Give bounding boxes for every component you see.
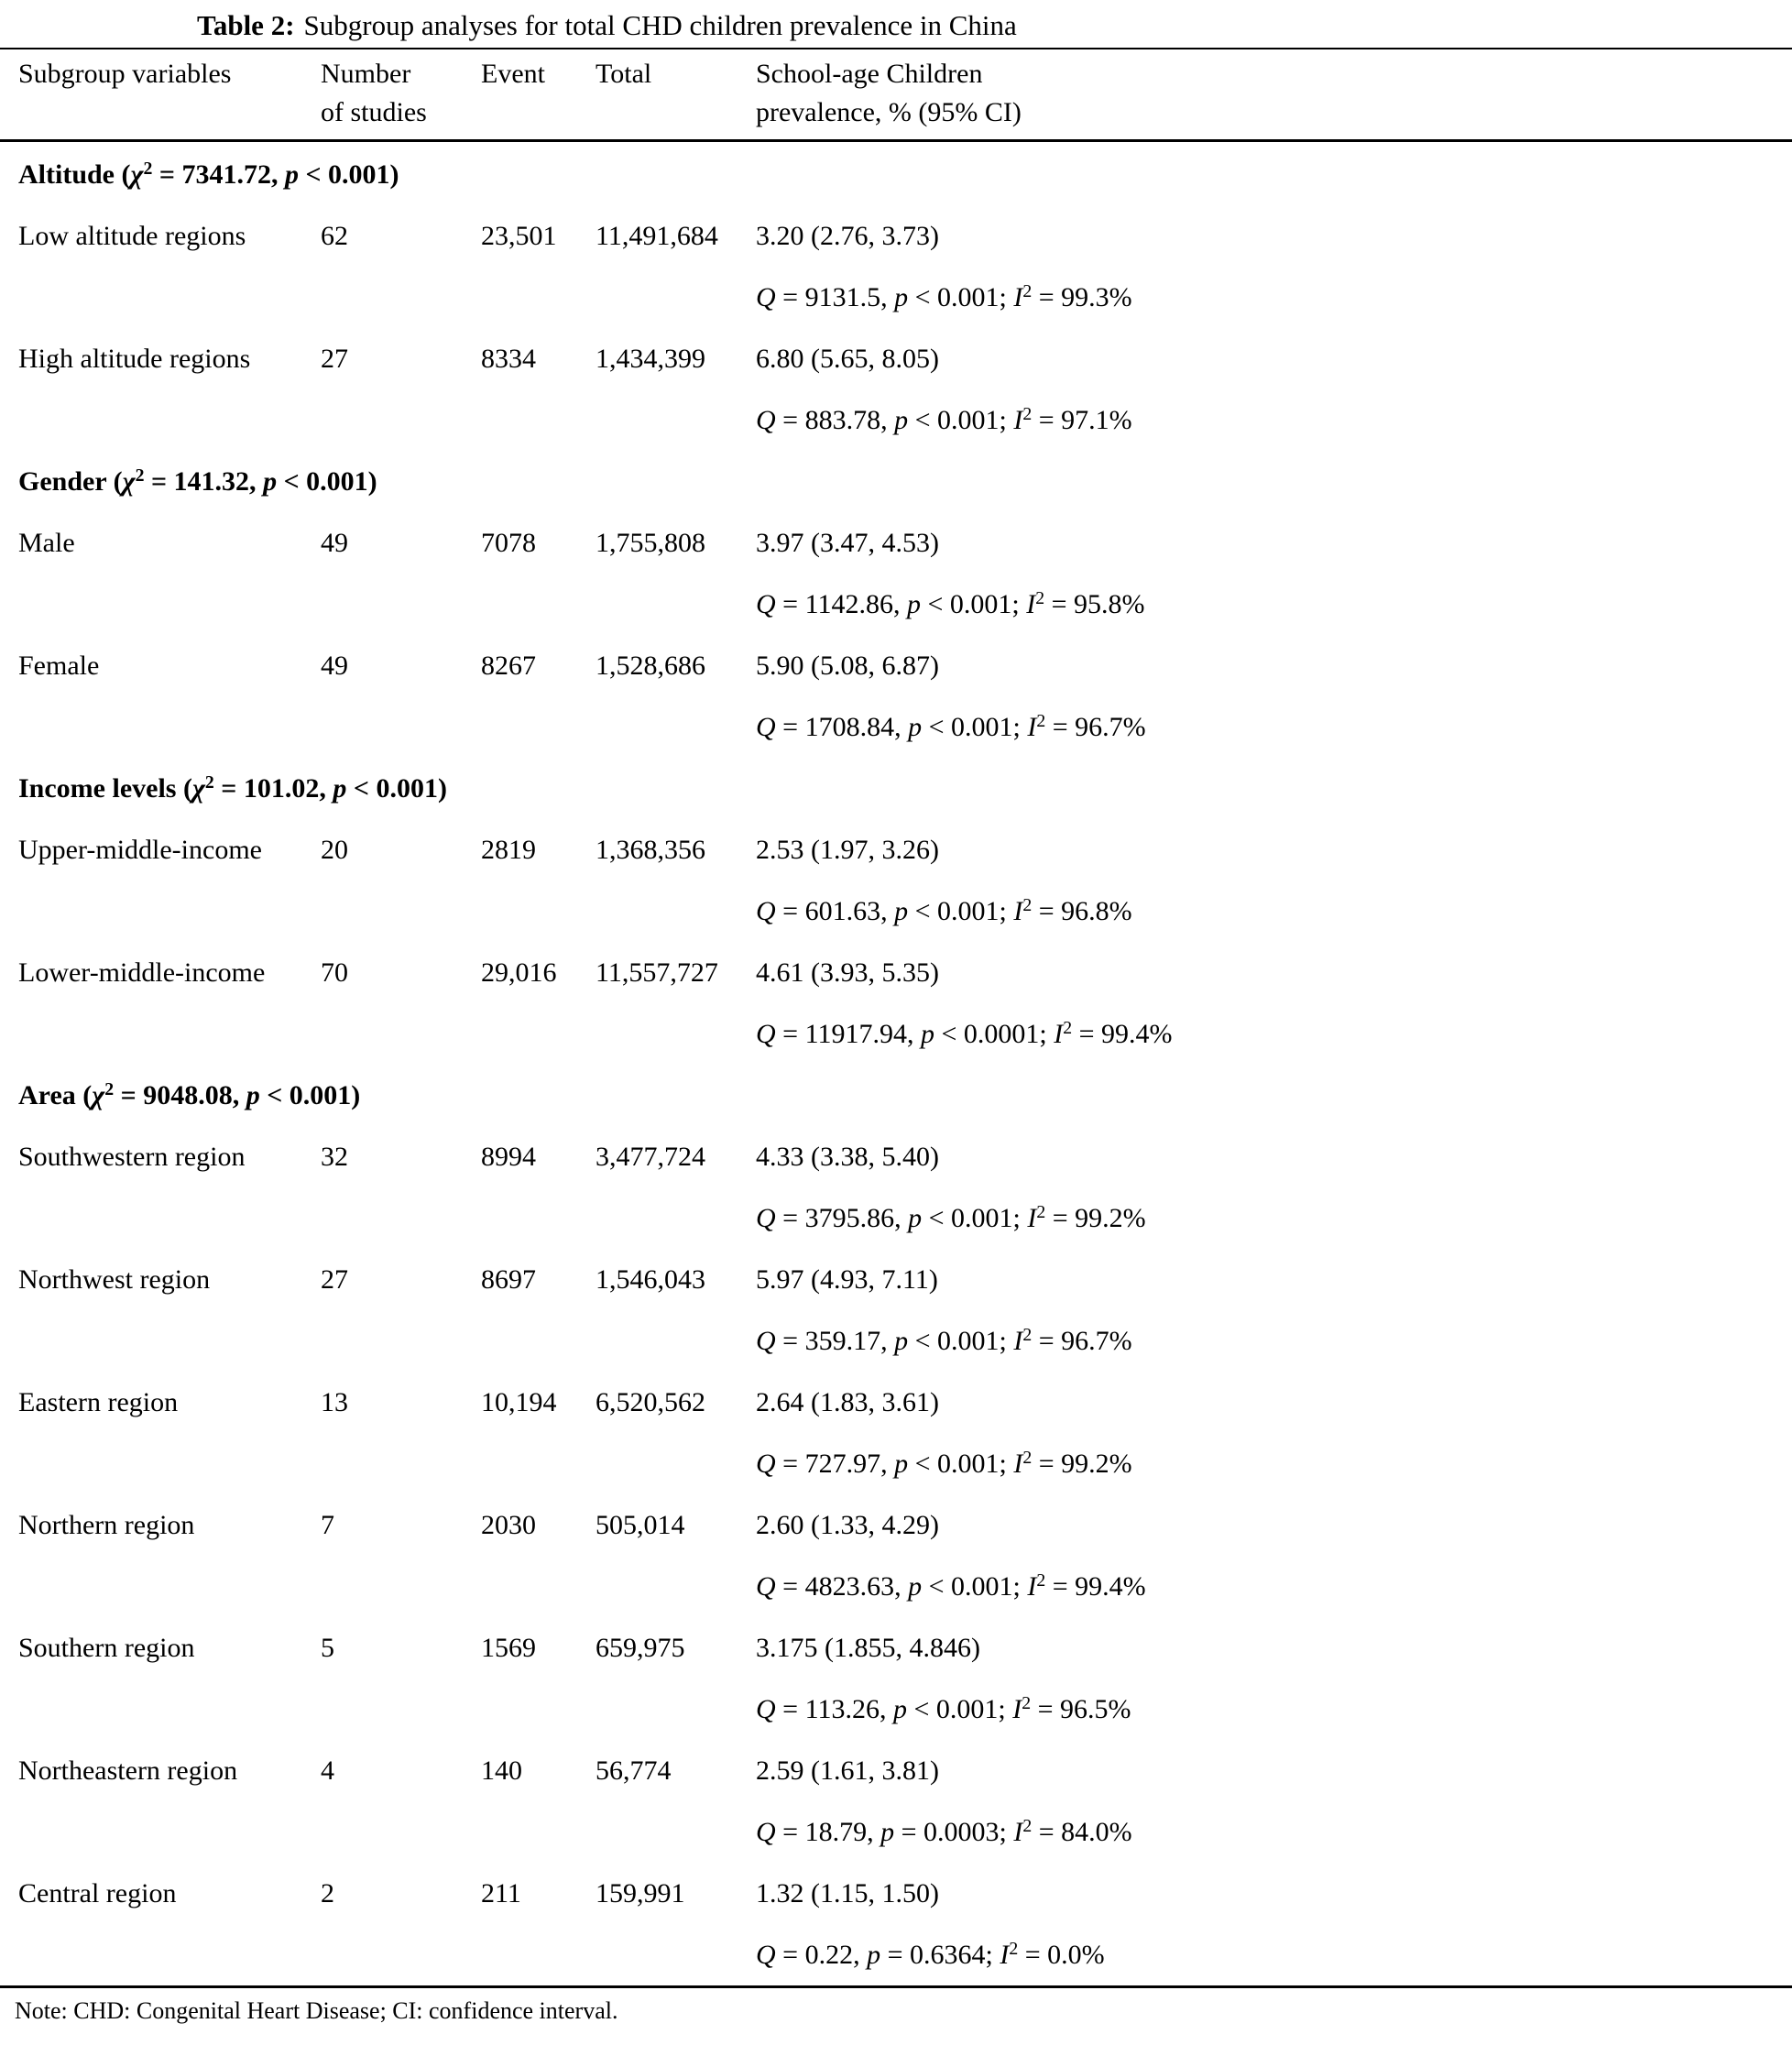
col-header-prevalence-line1: School-age Children: [756, 59, 983, 89]
row-total-count: 1,434,399: [596, 344, 705, 374]
row-prevalence-value: 3.175 (1.855, 4.846): [756, 1633, 980, 1663]
row-total-count: 6,520,562: [596, 1387, 705, 1417]
row-number-of-studies: 49: [321, 651, 348, 681]
row-heterogeneity-stats: Q = 727.97, p < 0.001; $I^2 = 99.2\%$: [756, 1448, 1132, 1479]
table-note: Note: CHD: Congenital Heart Disease; CI: confidence interval.: [15, 1997, 618, 2024]
row-total-count: 1,755,808: [596, 528, 705, 558]
row-event-count: 8994: [481, 1142, 536, 1172]
table-row: [0, 512, 1792, 635]
section-header: Area ($\chi^2 = 9048.08$, p < 0.001): [18, 1079, 361, 1110]
col-header-total: Total: [596, 59, 652, 89]
row-total-count: 56,774: [596, 1755, 672, 1786]
row-number-of-studies: 27: [321, 344, 348, 374]
row-total-count: 3,477,724: [596, 1142, 705, 1172]
row-total-count: 1,368,356: [596, 835, 705, 865]
row-subgroup-label: Male: [18, 528, 75, 558]
row-prevalence-cell: [756, 1617, 1774, 1740]
table-caption: [0, 0, 1792, 48]
row-event-count: 7078: [481, 528, 536, 558]
col-header-prevalence-line2: prevalence, % (95% CI): [756, 97, 1022, 127]
row-subgroup-label: Female: [18, 651, 100, 681]
row-event-count: 10,194: [481, 1387, 557, 1417]
table-row: [0, 819, 1792, 942]
row-total-count: 659,975: [596, 1633, 685, 1663]
row-prevalence-cell: [756, 1126, 1774, 1249]
row-heterogeneity-stats: Q = 1142.86, p < 0.001; $I^2 = 95.8\%$: [756, 588, 1145, 619]
row-heterogeneity-stats: Q = 1708.84, p < 0.001; $I^2 = 96.7\%$: [756, 711, 1146, 742]
table-row: [0, 205, 1792, 328]
row-heterogeneity-stats: Q = 113.26, p < 0.001; $I^2 = 96.5\%$: [756, 1693, 1131, 1724]
row-number-of-studies: 2: [321, 1878, 334, 1908]
row-heterogeneity-stats: Q = 4823.63, p < 0.001; $I^2 = 99.4\%$: [756, 1570, 1146, 1602]
row-subgroup-label: Lower-middle-income: [18, 957, 266, 988]
row-event-count: 211: [481, 1878, 521, 1908]
row-subgroup-label: Eastern region: [18, 1387, 179, 1417]
row-prevalence-value: 3.97 (3.47, 4.53): [756, 528, 939, 558]
row-prevalence-cell: [756, 1372, 1774, 1494]
row-prevalence-cell: [756, 1740, 1774, 1863]
row-subgroup-label: Central region: [18, 1878, 177, 1908]
row-number-of-studies: 4: [321, 1755, 334, 1786]
row-prevalence-cell: [756, 205, 1774, 328]
row-number-of-studies: 7: [321, 1510, 334, 1540]
row-subgroup-label: High altitude regions: [18, 344, 251, 374]
row-event-count: 2030: [481, 1510, 536, 1540]
table-row: [0, 1617, 1792, 1740]
section-header: Income levels ($\chi^2 = 101.02$, p < 0.001): [18, 772, 447, 804]
row-total-count: 1,546,043: [596, 1264, 705, 1295]
table-row: [0, 1372, 1792, 1494]
row-number-of-studies: 27: [321, 1264, 348, 1295]
row-number-of-studies: 49: [321, 528, 348, 558]
row-total-count: 505,014: [596, 1510, 685, 1540]
row-heterogeneity-stats: Q = 883.78, p < 0.001; $I^2 = 97.1\%$: [756, 404, 1132, 435]
row-prevalence-value: 2.64 (1.83, 3.61): [756, 1387, 939, 1417]
table-row: [0, 1249, 1792, 1372]
row-total-count: 1,528,686: [596, 651, 705, 681]
row-prevalence-cell: [756, 1863, 1774, 1985]
row-event-count: 140: [481, 1755, 522, 1786]
row-event-count: 23,501: [481, 221, 557, 251]
row-prevalence-value: 2.59 (1.61, 3.81): [756, 1755, 939, 1786]
table-row: [0, 942, 1792, 1065]
row-heterogeneity-stats: Q = 359.17, p < 0.001; $I^2 = 96.7\%$: [756, 1325, 1132, 1356]
row-event-count: 8334: [481, 344, 536, 374]
row-heterogeneity-stats: Q = 9131.5, p < 0.001; $I^2 = 99.3\%$: [756, 281, 1132, 312]
row-heterogeneity-stats: Q = 11917.94, p < 0.0001; $I^2 = 99.4\%$: [756, 1018, 1173, 1049]
row-prevalence-value: 3.20 (2.76, 3.73): [756, 221, 939, 251]
row-total-count: 11,491,684: [596, 221, 718, 251]
section-header: Altitude ($\chi^2 = 7341.72$, p < 0.001): [18, 159, 399, 190]
row-subgroup-label: Northern region: [18, 1510, 195, 1540]
row-event-count: 1569: [481, 1633, 536, 1663]
row-prevalence-cell: [756, 1249, 1774, 1372]
table-row: [0, 328, 1792, 451]
row-subgroup-label: Low altitude regions: [18, 221, 246, 251]
section-header: Gender ($\chi^2 = 141.32$, p < 0.001): [18, 465, 377, 497]
table-row: [0, 1740, 1792, 1863]
table-row: [0, 1863, 1792, 1985]
row-prevalence-value: 4.61 (3.93, 5.35): [756, 957, 939, 988]
row-heterogeneity-stats: Q = 601.63, p < 0.001; $I^2 = 96.8\%$: [756, 895, 1132, 926]
row-event-count: 8697: [481, 1264, 536, 1295]
row-prevalence-value: 2.53 (1.97, 3.26): [756, 835, 939, 865]
row-event-count: 8267: [481, 651, 536, 681]
row-subgroup-label: Southwestern region: [18, 1142, 246, 1172]
row-event-count: 2819: [481, 835, 536, 865]
table-caption-number: Table 2:: [197, 9, 295, 41]
row-prevalence-cell: [756, 512, 1774, 635]
row-subgroup-label: Northwest region: [18, 1264, 211, 1295]
row-prevalence-cell: [756, 1494, 1774, 1617]
row-number-of-studies: 13: [321, 1387, 348, 1417]
table-row: [0, 1494, 1792, 1617]
col-header-event: Event: [481, 59, 545, 89]
row-prevalence-value: 4.33 (3.38, 5.40): [756, 1142, 939, 1172]
row-heterogeneity-stats: Q = 0.22, p = 0.6364; $I^2 = 0.0\%$: [756, 1939, 1105, 1970]
row-prevalence-value: 2.60 (1.33, 4.29): [756, 1510, 939, 1540]
row-prevalence-value: 5.97 (4.93, 7.11): [756, 1264, 938, 1295]
row-prevalence-value: 6.80 (5.65, 8.05): [756, 344, 939, 374]
table-row: [0, 1126, 1792, 1249]
row-total-count: 159,991: [596, 1878, 685, 1908]
col-header-number-of-studies-line1: Number: [321, 59, 411, 89]
table-row: [0, 635, 1792, 758]
row-number-of-studies: 62: [321, 221, 348, 251]
row-number-of-studies: 32: [321, 1142, 348, 1172]
row-prevalence-cell: [756, 819, 1774, 942]
row-event-count: 29,016: [481, 957, 557, 988]
col-header-number-of-studies: [321, 55, 481, 132]
row-total-count: 11,557,727: [596, 957, 718, 988]
row-prevalence-cell: [756, 942, 1774, 1065]
col-header-prevalence: [756, 55, 1774, 132]
row-prevalence-cell: [756, 635, 1774, 758]
row-number-of-studies: 5: [321, 1633, 334, 1663]
row-prevalence-value: 1.32 (1.15, 1.50): [756, 1878, 939, 1908]
col-header-subgroup-variables: Subgroup variables: [18, 59, 232, 89]
row-subgroup-label: Upper-middle-income: [18, 835, 262, 865]
row-heterogeneity-stats: Q = 3795.86, p < 0.001; $I^2 = 99.2\%$: [756, 1202, 1146, 1233]
col-header-number-of-studies-line2: of studies: [321, 97, 427, 127]
row-subgroup-label: Southern region: [18, 1633, 195, 1663]
row-heterogeneity-stats: Q = 18.79, p = 0.0003; $I^2 = 84.0\%$: [756, 1816, 1132, 1847]
row-subgroup-label: Northeastern region: [18, 1755, 238, 1786]
row-number-of-studies: 20: [321, 835, 348, 865]
table-body: [0, 142, 1792, 1985]
row-prevalence-value: 5.90 (5.08, 6.87): [756, 651, 939, 681]
table-header-row: [0, 49, 1792, 139]
row-number-of-studies: 70: [321, 957, 348, 988]
row-prevalence-cell: [756, 328, 1774, 451]
table-caption-text: Subgroup analyses for total CHD children prevalence in China: [303, 9, 1017, 41]
